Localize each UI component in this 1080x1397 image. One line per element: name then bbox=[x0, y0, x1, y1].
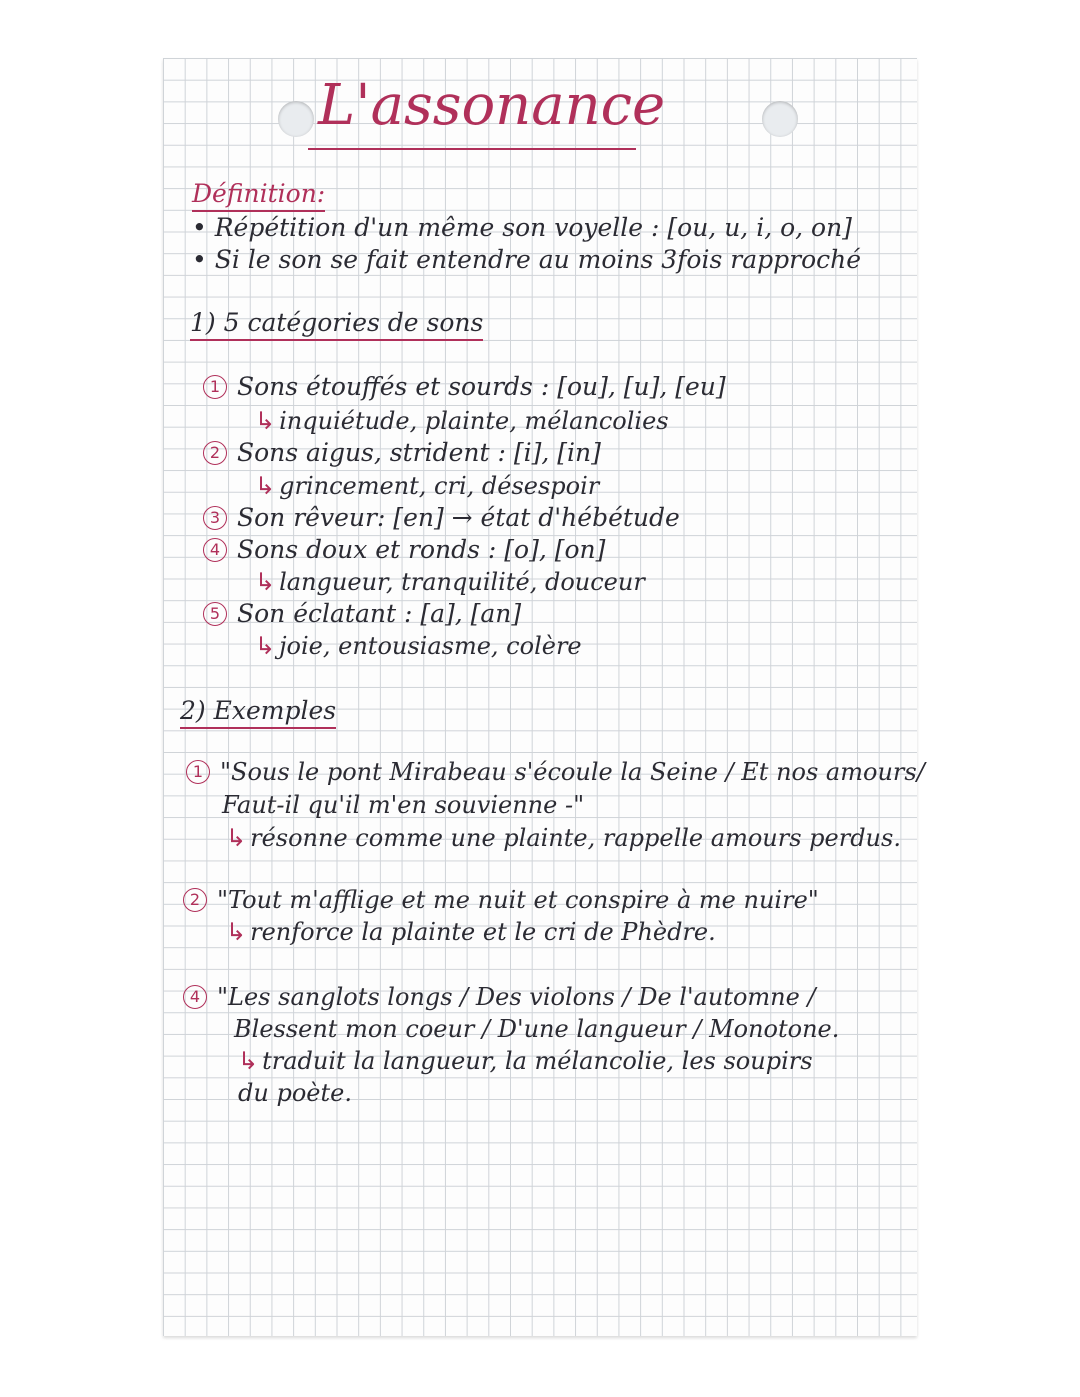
binder-hole-left bbox=[278, 101, 314, 137]
category-note-1: ↳ inquiétude, plainte, mélancolies bbox=[255, 407, 669, 435]
category-item-4: 4 Sons doux et ronds : [o], [on] bbox=[203, 537, 605, 562]
example-4-line-2: Blessent mon coeur / D'une langueur / Monotone. bbox=[234, 1015, 840, 1043]
category-item-3: 3 Son rêveur: [en] → état d'hébétude bbox=[203, 505, 680, 530]
category-note-5: ↳ joie, entousiasme, colère bbox=[255, 632, 582, 660]
definition-bullet-1: • Répétition d'un même son voyelle : [ou, u, i, o, on] bbox=[192, 213, 852, 242]
example-1-line-1: 1 "Sous le pont Mirabeau s'écoule la Seine / Et nos amours/ bbox=[186, 760, 925, 784]
section2-heading: 2) Exemples bbox=[180, 698, 336, 723]
category-note-4: ↳ langueur, tranquilité, douceur bbox=[255, 568, 645, 596]
section1-heading: 1) 5 catégories de sons bbox=[190, 310, 483, 335]
example-2-note: ↳ renforce la plainte et le cri de Phèdre. bbox=[226, 918, 716, 946]
example-4-note: ↳ traduit la langueur, la mélancolie, les soupirs bbox=[238, 1047, 813, 1075]
example-1-line-2: Faut-il qu'il m'en souvienne -" bbox=[222, 791, 585, 819]
page-title: L'assonance bbox=[318, 73, 666, 138]
category-item-2: 2 Sons aigus, strident : [i], [in] bbox=[203, 440, 601, 465]
example-1-note: ↳ résonne comme une plainte, rappelle amours perdus. bbox=[226, 824, 901, 852]
example-2-line-1: 2 "Tout m'afflige et me nuit et conspire à me nuire" bbox=[183, 888, 819, 912]
category-note-2: ↳ grincement, cri, désespoir bbox=[255, 472, 600, 500]
binder-hole-right bbox=[762, 101, 798, 137]
definition-heading: Définition: bbox=[192, 181, 325, 206]
example-4-note-continued: du poète. bbox=[238, 1079, 352, 1107]
example-4-line-1: 4 "Les sanglots longs / Des violons / De l'automne / bbox=[183, 985, 816, 1009]
definition-bullet-2: • Si le son se fait entendre au moins 3fois rapproché bbox=[192, 245, 862, 274]
title-underline bbox=[308, 148, 636, 150]
category-item-5: 5 Son éclatant : [a], [an] bbox=[203, 601, 521, 626]
category-item-1: 1 Sons étouffés et sourds : [ou], [u], [eu] bbox=[203, 374, 726, 399]
